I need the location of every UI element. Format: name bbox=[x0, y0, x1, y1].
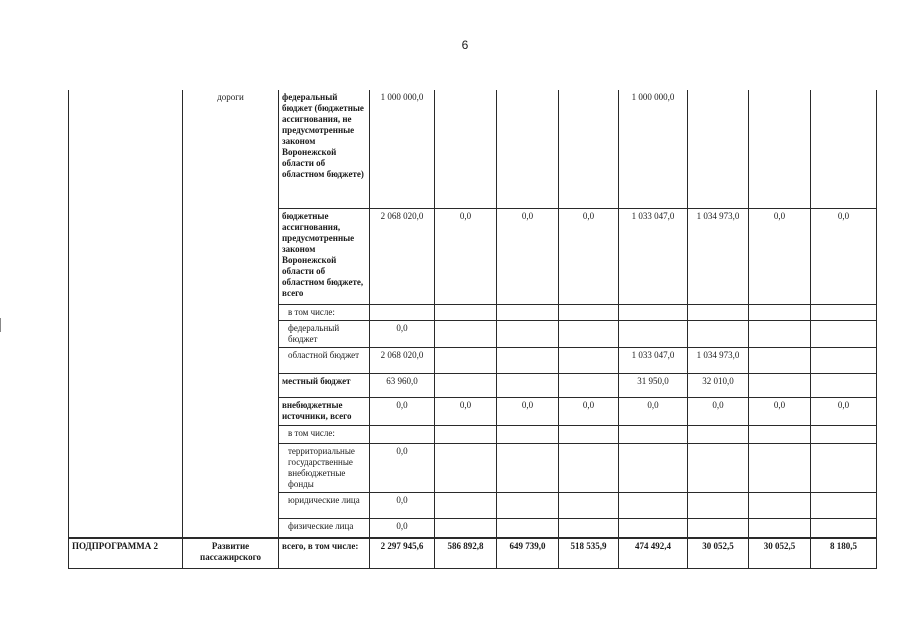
program-cell bbox=[69, 397, 183, 425]
table-row bbox=[69, 320, 877, 347]
value-cell: 0,0 bbox=[619, 397, 688, 425]
section-cell bbox=[183, 443, 279, 492]
subprogram-value-cell: 8 180,5 bbox=[811, 538, 877, 568]
subprogram-value-cell: 30 052,5 bbox=[749, 538, 811, 568]
value-cell bbox=[370, 425, 435, 443]
value-cell bbox=[749, 443, 811, 492]
funding-source-label: внебюджетные источники, всего bbox=[279, 397, 370, 425]
value-cell: 31 950,0 bbox=[619, 373, 688, 397]
value-cell bbox=[497, 373, 559, 397]
subprogram-total-label: всего, в том числе: bbox=[279, 538, 370, 568]
value-cell bbox=[811, 90, 877, 208]
value-cell bbox=[749, 425, 811, 443]
value-cell: 0,0 bbox=[370, 492, 435, 518]
funding-source-label: федеральный бюджет (бюджетные ассигнования, не предусмотренные законом Воронежской области об областном бюджете) bbox=[279, 90, 370, 208]
program-cell bbox=[69, 373, 183, 397]
subprogram-value-cell: 649 739,0 bbox=[497, 538, 559, 568]
value-cell bbox=[435, 492, 497, 518]
section-cell bbox=[183, 208, 279, 304]
funding-source-label: в том числе: bbox=[279, 425, 370, 443]
value-cell: 0,0 bbox=[370, 443, 435, 492]
value-cell bbox=[435, 518, 497, 538]
value-cell bbox=[688, 443, 749, 492]
value-cell bbox=[559, 304, 619, 320]
program-cell bbox=[69, 518, 183, 538]
value-cell bbox=[619, 443, 688, 492]
value-cell bbox=[435, 320, 497, 347]
funding-source-label: местный бюджет bbox=[279, 373, 370, 397]
value-cell bbox=[619, 320, 688, 347]
value-cell: 0,0 bbox=[370, 518, 435, 538]
table-row bbox=[69, 518, 877, 538]
value-cell bbox=[688, 518, 749, 538]
value-cell bbox=[811, 425, 877, 443]
value-cell bbox=[811, 443, 877, 492]
value-cell bbox=[370, 304, 435, 320]
funding-source-label: в том числе: bbox=[279, 304, 370, 320]
program-cell bbox=[69, 304, 183, 320]
section-cell bbox=[183, 397, 279, 425]
value-cell bbox=[811, 304, 877, 320]
value-cell bbox=[749, 90, 811, 208]
value-cell: 0,0 bbox=[811, 208, 877, 304]
value-cell: 0,0 bbox=[497, 397, 559, 425]
value-cell: 0,0 bbox=[435, 397, 497, 425]
funding-source-label: физические лица bbox=[279, 518, 370, 538]
value-cell bbox=[435, 90, 497, 208]
subprogram-row bbox=[69, 538, 877, 568]
value-cell bbox=[435, 425, 497, 443]
subprogram-value-cell: 474 492,4 bbox=[619, 538, 688, 568]
value-cell bbox=[749, 492, 811, 518]
value-cell bbox=[619, 492, 688, 518]
value-cell: 0,0 bbox=[370, 320, 435, 347]
subprogram-value-cell: 518 535,9 bbox=[559, 538, 619, 568]
program-cell bbox=[69, 347, 183, 373]
section-label: дороги bbox=[217, 92, 244, 102]
section-cell bbox=[183, 425, 279, 443]
section-cell bbox=[183, 518, 279, 538]
section-cell bbox=[183, 320, 279, 347]
program-cell bbox=[69, 320, 183, 347]
value-cell: 0,0 bbox=[749, 397, 811, 425]
table-row bbox=[69, 90, 877, 208]
value-cell bbox=[435, 347, 497, 373]
value-cell: 0,0 bbox=[811, 397, 877, 425]
value-cell: 0,0 bbox=[497, 208, 559, 304]
funding-source-label: бюджетные ассигнования, предусмотренные законом Воронежской области об областном бюджете, всего bbox=[279, 208, 370, 304]
subprogram-value-cell: 2 297 945,6 bbox=[370, 538, 435, 568]
program-cell bbox=[69, 90, 183, 208]
section-cell bbox=[183, 492, 279, 518]
program-cell bbox=[69, 425, 183, 443]
value-cell bbox=[811, 373, 877, 397]
value-cell bbox=[688, 425, 749, 443]
value-cell bbox=[811, 518, 877, 538]
value-cell: 32 010,0 bbox=[688, 373, 749, 397]
value-cell: 0,0 bbox=[688, 397, 749, 425]
value-cell bbox=[435, 443, 497, 492]
value-cell: 1 034 973,0 bbox=[688, 208, 749, 304]
value-cell bbox=[559, 320, 619, 347]
value-cell: 1 033 047,0 bbox=[619, 208, 688, 304]
value-cell bbox=[811, 347, 877, 373]
value-cell bbox=[497, 320, 559, 347]
value-cell bbox=[688, 304, 749, 320]
table-row bbox=[69, 443, 877, 492]
value-cell bbox=[811, 492, 877, 518]
value-cell: 0,0 bbox=[559, 397, 619, 425]
value-cell bbox=[497, 443, 559, 492]
value-cell bbox=[497, 518, 559, 538]
budget-table bbox=[68, 90, 877, 569]
value-cell bbox=[497, 425, 559, 443]
program-cell bbox=[69, 443, 183, 492]
value-cell: 1 033 047,0 bbox=[619, 347, 688, 373]
value-cell bbox=[559, 425, 619, 443]
program-cell bbox=[69, 208, 183, 304]
table-row bbox=[69, 492, 877, 518]
table-row bbox=[69, 304, 877, 320]
value-cell bbox=[749, 373, 811, 397]
value-cell bbox=[688, 90, 749, 208]
value-cell: 2 068 020,0 bbox=[370, 347, 435, 373]
value-cell: 0,0 bbox=[559, 208, 619, 304]
value-cell bbox=[559, 443, 619, 492]
value-cell bbox=[749, 304, 811, 320]
value-cell bbox=[749, 347, 811, 373]
table-row bbox=[69, 347, 877, 373]
value-cell: 0,0 bbox=[435, 208, 497, 304]
value-cell bbox=[559, 90, 619, 208]
section-cell bbox=[183, 373, 279, 397]
table-row bbox=[69, 373, 877, 397]
table-body bbox=[69, 90, 877, 568]
table-row bbox=[69, 397, 877, 425]
value-cell: 2 068 020,0 bbox=[370, 208, 435, 304]
subprogram-name: Развитие пассажирского bbox=[183, 538, 279, 568]
value-cell bbox=[435, 304, 497, 320]
value-cell bbox=[559, 373, 619, 397]
funding-source-label: федеральный бюджет bbox=[279, 320, 370, 347]
value-cell bbox=[497, 492, 559, 518]
value-cell: 1 034 973,0 bbox=[688, 347, 749, 373]
value-cell bbox=[559, 492, 619, 518]
section-cell bbox=[183, 347, 279, 373]
subprogram-value-cell: 586 892,8 bbox=[435, 538, 497, 568]
value-cell: 1 000 000,0 bbox=[619, 90, 688, 208]
subprogram-value-cell: 30 052,5 bbox=[688, 538, 749, 568]
value-cell: 63 960,0 bbox=[370, 373, 435, 397]
value-cell bbox=[497, 304, 559, 320]
value-cell bbox=[688, 492, 749, 518]
table-row bbox=[69, 208, 877, 304]
value-cell: 0,0 bbox=[749, 208, 811, 304]
value-cell bbox=[811, 320, 877, 347]
value-cell bbox=[559, 347, 619, 373]
table-row bbox=[69, 425, 877, 443]
value-cell bbox=[749, 518, 811, 538]
value-cell: 1 000 000,0 bbox=[370, 90, 435, 208]
page-number: 6 bbox=[461, 38, 469, 52]
value-cell bbox=[688, 320, 749, 347]
value-cell bbox=[559, 518, 619, 538]
value-cell bbox=[497, 347, 559, 373]
program-cell bbox=[69, 492, 183, 518]
value-cell bbox=[497, 90, 559, 208]
value-cell bbox=[619, 304, 688, 320]
funding-source-label: территориальные государственные внебюджетные фонды bbox=[279, 443, 370, 492]
value-cell bbox=[435, 373, 497, 397]
section-cell bbox=[183, 304, 279, 320]
funding-source-label: юридические лица bbox=[279, 492, 370, 518]
value-cell: 0,0 bbox=[370, 397, 435, 425]
section-cell bbox=[183, 90, 279, 208]
value-cell bbox=[619, 425, 688, 443]
value-cell bbox=[749, 320, 811, 347]
subprogram-code: ПОДПРОГРАММА 2 bbox=[69, 538, 183, 568]
margin-mark bbox=[0, 318, 1, 332]
value-cell bbox=[619, 518, 688, 538]
funding-source-label: областной бюджет bbox=[279, 347, 370, 373]
